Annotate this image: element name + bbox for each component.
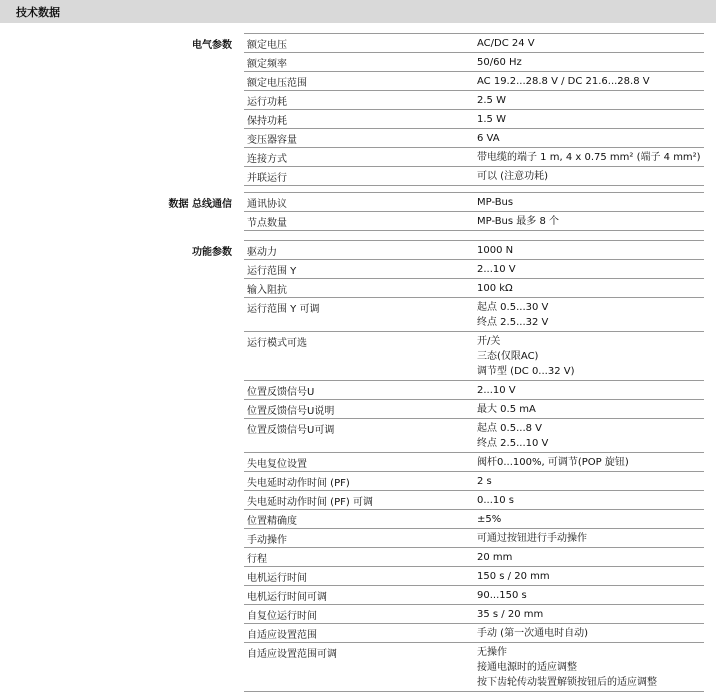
spec-value: [477, 131, 500, 146]
spec-label: 通讯协议: [247, 199, 287, 210]
spec-row: [244, 72, 704, 91]
spec-label: 失电延时动作时间 (PF) 可调: [247, 497, 373, 508]
spec-value-line: 手动 (第一次通电时自动): [477, 628, 588, 639]
spec-row: [244, 167, 704, 186]
spec-label: 运行功耗: [247, 97, 287, 108]
spec-value-line: 0...10 s: [477, 495, 515, 506]
spec-value-line: 1.5 W: [477, 114, 506, 125]
spec-row: [244, 279, 704, 298]
spec-label: 保持功耗: [247, 116, 287, 127]
section-title: 电气参数: [192, 40, 232, 51]
spec-value-line: 终点 2.5...32 V: [477, 317, 549, 328]
spec-table: [244, 240, 704, 692]
spec-value-line: 三态(仅限AC): [477, 351, 539, 362]
spec-label: 额定电压范围: [247, 78, 307, 89]
spec-value-line: AC/DC 24 V: [477, 38, 535, 49]
spec-value: [477, 150, 701, 165]
spec-row: [244, 419, 704, 453]
spec-value-line: 可通过按钮进行手动操作: [477, 533, 587, 544]
spec-value: [477, 645, 657, 690]
spec-label: 行程: [247, 554, 267, 565]
spec-row: [244, 624, 704, 643]
spec-value: [477, 169, 548, 184]
spec-label: 驱动力: [247, 247, 277, 258]
spec-row: [244, 510, 704, 529]
spec-label: 运行范围 Y: [247, 266, 297, 277]
spec-row: [244, 381, 704, 400]
spec-value-line: 20 mm: [477, 552, 513, 563]
spec-label: 位置精确度: [247, 516, 297, 527]
spec-value-line: 1000 N: [477, 245, 514, 256]
spec-row: [244, 643, 704, 692]
spec-row: [244, 260, 704, 279]
spec-value: [477, 626, 588, 641]
spec-label: 位置反馈信号U说明: [247, 406, 335, 417]
spec-label: 电机运行时间可调: [247, 592, 327, 603]
spec-value-line: 150 s / 20 mm: [477, 571, 550, 582]
spec-value-line: 6 VA: [477, 133, 500, 144]
header-bar: [0, 0, 716, 23]
spec-row: [244, 241, 704, 260]
spec-value-line: 2.5 W: [477, 95, 506, 106]
spec-row: [244, 53, 704, 72]
spec-label: 失电复位设置: [247, 459, 307, 470]
spec-value: [477, 334, 575, 379]
spec-value-line: 35 s / 20 mm: [477, 609, 544, 620]
spec-row: [244, 586, 704, 605]
spec-value: [477, 243, 513, 258]
spec-row: [244, 491, 704, 510]
spec-value: [477, 112, 506, 127]
spec-label: 节点数量: [247, 218, 287, 229]
spec-value-line: 2 s: [477, 476, 492, 487]
spec-label: 位置反馈信号U可调: [247, 425, 335, 436]
spec-row: [244, 298, 704, 332]
spec-label: 自复位运行时间: [247, 611, 317, 622]
spec-value: [477, 262, 516, 277]
spec-value: [477, 493, 514, 508]
spec-table: [244, 33, 704, 186]
spec-value-line: 90...150 s: [477, 590, 527, 601]
spec-row: [244, 332, 704, 381]
spec-row: [244, 605, 704, 624]
spec-value-line: 终点 2.5...10 V: [477, 438, 549, 449]
spec-row: [244, 453, 704, 472]
spec-row: [244, 472, 704, 491]
spec-value-line: 50/60 Hz: [477, 57, 522, 68]
spec-value-line: MP-Bus 最多 8 个: [477, 216, 559, 227]
spec-value-line: 最大 0.5 mA: [477, 404, 536, 415]
spec-value-line: 100 kΩ: [477, 283, 513, 294]
spec-value: [477, 214, 559, 229]
spec-label: 运行范围 Y 可调: [247, 304, 320, 315]
spec-value: [477, 421, 548, 451]
spec-row: [244, 193, 704, 212]
spec-label: 并联运行: [247, 173, 287, 184]
spec-label: 失电延时动作时间 (PF): [247, 478, 350, 489]
spec-value-line: 调节型 (DC 0...32 V): [477, 366, 575, 377]
spec-value: [477, 93, 506, 108]
section-title: 数据 总线通信: [168, 199, 232, 210]
spec-value-line: 可以 (注意功耗): [477, 171, 548, 182]
spec-label: 自适应设置范围可调: [247, 649, 337, 660]
spec-value-line: MP-Bus: [477, 197, 514, 208]
spec-value-line: 按下齿轮传动装置解锁按钮后的适应调整: [477, 677, 657, 688]
spec-value: [477, 512, 501, 527]
page-title: 技术数据: [16, 6, 60, 19]
spec-label: 输入阻抗: [247, 285, 287, 296]
spec-value: [477, 588, 527, 603]
spec-label: 位置反馈信号U: [247, 387, 315, 398]
spec-row: [244, 400, 704, 419]
spec-value-line: ±5%: [477, 514, 502, 525]
spec-label: 额定电压: [247, 40, 287, 51]
spec-row: [244, 529, 704, 548]
spec-value: [477, 455, 629, 470]
spec-value-line: 2...10 V: [477, 264, 516, 275]
spec-value-line: 阀杆0...100%, 可调节(POP 旋钮): [477, 457, 629, 468]
spec-value: [477, 36, 535, 51]
spec-value-line: 起点 0.5...8 V: [477, 423, 542, 434]
spec-label: 自适应设置范围: [247, 630, 317, 641]
spec-value-line: 开/关: [477, 336, 501, 347]
spec-row: [244, 567, 704, 586]
spec-value: [477, 569, 550, 584]
spec-label: 电机运行时间: [247, 573, 307, 584]
spec-value: [477, 402, 536, 417]
spec-value-line: 起点 0.5...30 V: [477, 302, 549, 313]
spec-value: [477, 300, 548, 330]
spec-label: 连接方式: [247, 154, 287, 165]
spec-value: [477, 607, 543, 622]
spec-row: [244, 110, 704, 129]
spec-value-line: AC 19.2...28.8 V / DC 21.6...28.8 V: [477, 76, 650, 87]
spec-value-line: 接通电源时的适应调整: [477, 662, 577, 673]
spec-row: [244, 34, 704, 53]
spec-value: [477, 55, 522, 70]
spec-value-line: 无操作: [477, 647, 507, 658]
spec-value: [477, 531, 587, 546]
spec-value: [477, 474, 492, 489]
spec-value-line: 2...10 V: [477, 385, 516, 396]
spec-label: 手动操作: [247, 535, 287, 546]
spec-value: [477, 281, 513, 296]
spec-row: [244, 91, 704, 110]
spec-row: [244, 129, 704, 148]
spec-row: [244, 212, 704, 231]
spec-label: 运行模式可选: [247, 338, 307, 349]
spec-row: [244, 148, 704, 167]
spec-label: 变压器容量: [247, 135, 297, 146]
spec-value: [477, 383, 516, 398]
spec-value: [477, 74, 650, 89]
spec-value: [477, 195, 513, 210]
spec-label: 额定频率: [247, 59, 287, 70]
spec-table: [244, 192, 704, 231]
spec-value-line: 带电缆的端子 1 m, 4 x 0.75 mm² (端子 4 mm²): [477, 152, 701, 163]
spec-value: [477, 550, 512, 565]
section-title: 功能参数: [192, 247, 232, 258]
spec-row: [244, 548, 704, 567]
